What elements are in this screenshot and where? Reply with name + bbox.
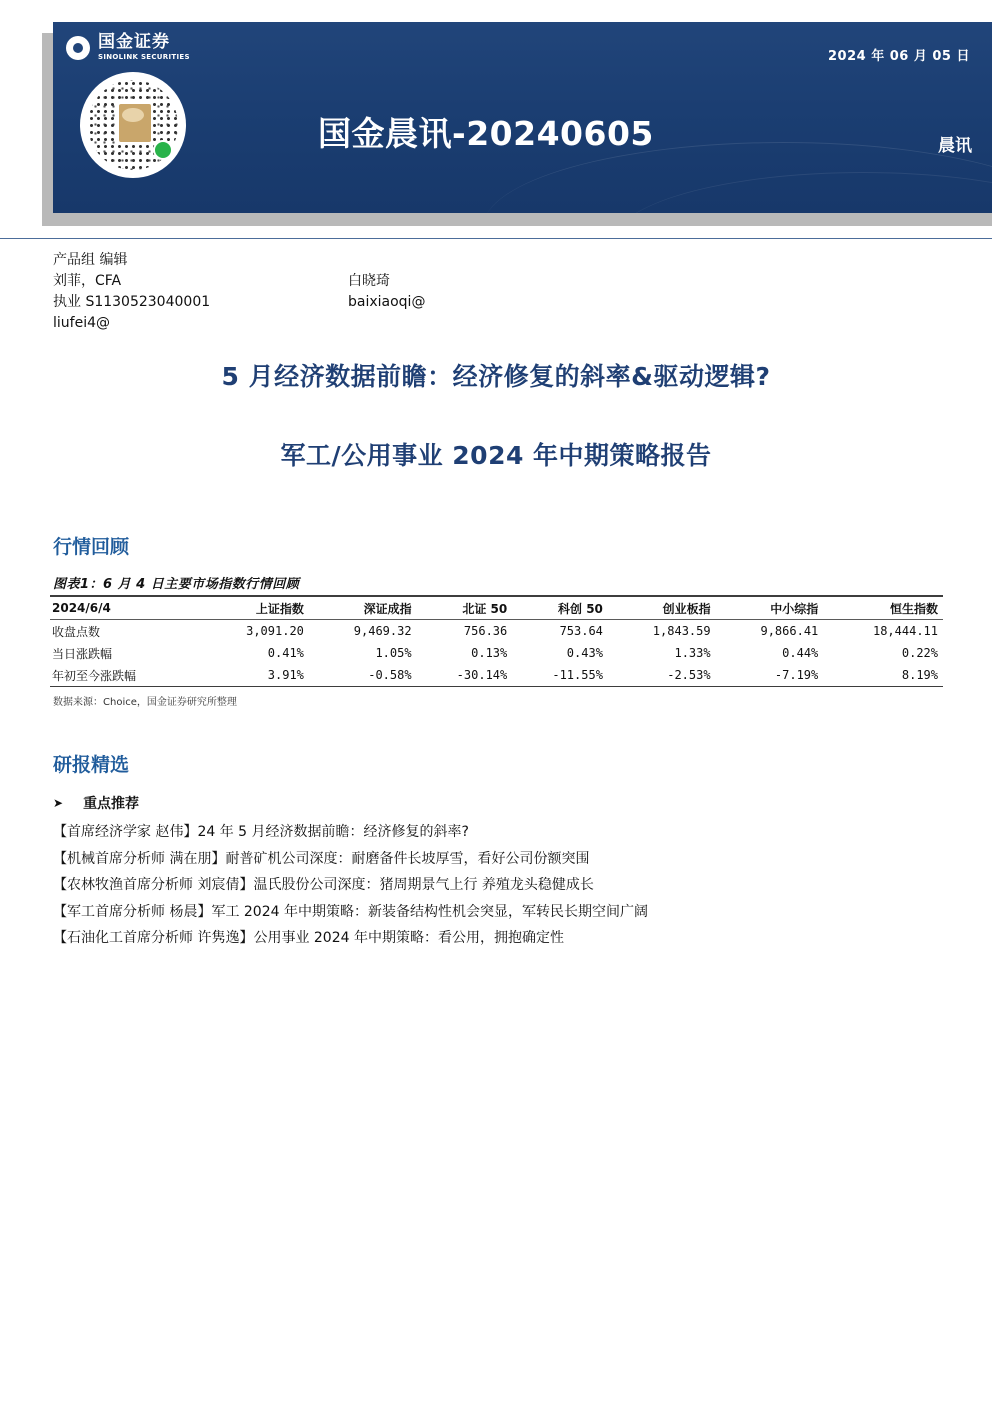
list-item[interactable]: 【农林牧渔首席分析师 刘宸倩】温氏股份公司深度：猪周期景气上行 养殖龙头稳健成长 bbox=[53, 877, 594, 893]
section-title-market: 行情回顾 bbox=[53, 536, 130, 558]
author-block-primary bbox=[53, 250, 210, 334]
table-header-cell: 2024/6/4 bbox=[50, 597, 201, 620]
table-header-cell: 恒生指数 bbox=[823, 597, 943, 620]
table-cell: 3.91% bbox=[267, 668, 304, 682]
logo-name-cn: 国金证券 bbox=[98, 32, 170, 52]
table-cell: -2.53% bbox=[667, 668, 711, 682]
logo-icon bbox=[66, 36, 90, 60]
author-block-secondary bbox=[348, 271, 425, 313]
row-label: 收盘点数 bbox=[52, 624, 101, 639]
company-logo bbox=[66, 34, 190, 61]
table-cell: -11.55% bbox=[552, 668, 603, 682]
table-cell: 9,469.32 bbox=[353, 624, 412, 638]
list-item[interactable]: 【首席经济学家 赵伟】24 年 5 月经济数据前瞻：经济修复的斜率? bbox=[53, 824, 469, 840]
data-source-note: 数据来源：Choice，国金证券研究所整理 bbox=[53, 697, 237, 708]
list-item[interactable]: 【机械首席分析师 满在朋】耐普矿机公司深度：耐磨备件长坡厚雪，看好公司份额突围 bbox=[53, 850, 590, 867]
table-header-cell: 科创 50 bbox=[512, 597, 608, 620]
table-cell: -7.19% bbox=[774, 668, 819, 682]
table-header-cell: 上证指数 bbox=[201, 597, 309, 620]
author-line: 白晓琦 bbox=[348, 273, 390, 289]
section-title-reports: 研报精选 bbox=[53, 754, 130, 776]
figure-title: 图表1：6 月 4 日主要市场指数行情回顾 bbox=[53, 577, 300, 592]
table-cell: 1,843.59 bbox=[652, 624, 711, 638]
table-cell: -30.14% bbox=[456, 668, 508, 682]
headline-2: 军工/公用事业 2024 年中期策略报告 bbox=[280, 441, 712, 470]
row-label: 当日涨跌幅 bbox=[52, 646, 113, 661]
author-email[interactable]: liufei4@ bbox=[53, 315, 110, 331]
table-cell: 18,444.11 bbox=[872, 624, 938, 638]
report-type: 晨讯 bbox=[938, 136, 972, 156]
table-cell: 8.19% bbox=[901, 668, 938, 682]
table-cell: 1.33% bbox=[674, 646, 711, 660]
picks-heading-label: 重点推荐 bbox=[83, 796, 140, 812]
headline-1: 5 月经济数据前瞻：经济修复的斜率&驱动逻辑? bbox=[221, 362, 771, 391]
table-header-cell: 中小综指 bbox=[716, 597, 824, 620]
row-label: 年初至今涨跌幅 bbox=[52, 668, 137, 683]
table-cell: 753.64 bbox=[559, 624, 603, 638]
figure-bottom-rule bbox=[50, 686, 943, 687]
table-cell: 3,091.20 bbox=[246, 624, 304, 638]
table-header-cell: 创业板指 bbox=[608, 597, 716, 620]
table-header-row bbox=[50, 597, 943, 620]
report-title: 国金晨讯-20240605 bbox=[318, 114, 654, 153]
table-cell: 1.05% bbox=[375, 646, 412, 660]
table-cell: 756.36 bbox=[463, 624, 508, 638]
author-line: 刘菲，CFA bbox=[53, 273, 122, 289]
report-date: 2024 年 06 月 05 日 bbox=[828, 49, 970, 64]
table-header-cell: 北证 50 bbox=[417, 597, 513, 620]
table-cell: 0.41% bbox=[267, 646, 304, 660]
arrow-bullet-icon: ➤ bbox=[53, 796, 64, 810]
header-divider bbox=[0, 238, 992, 239]
author-line: 产品组 编辑 bbox=[53, 252, 128, 268]
table-header-cell: 深证成指 bbox=[309, 597, 417, 620]
table-cell: 0.22% bbox=[901, 646, 938, 660]
report-picks-list bbox=[53, 819, 648, 952]
table-row bbox=[50, 642, 943, 664]
table-cell: 0.43% bbox=[566, 646, 603, 660]
market-index-table bbox=[50, 597, 943, 686]
table-row bbox=[50, 620, 943, 643]
author-email[interactable]: baixiaoqi@ bbox=[348, 294, 426, 310]
table-row bbox=[50, 664, 943, 686]
table-cell: 9,866.41 bbox=[760, 624, 819, 638]
list-item[interactable]: 【石油化工首席分析师 许隽逸】公用事业 2024 年中期策略：看公用，拥抱确定性 bbox=[53, 930, 564, 946]
table-cell: -0.58% bbox=[368, 668, 412, 682]
table-cell: 0.44% bbox=[782, 646, 819, 660]
table-cell: 0.13% bbox=[471, 646, 508, 660]
mini-program-qr-icon bbox=[80, 72, 186, 178]
author-line: 执业 S1130523040001 bbox=[53, 294, 211, 310]
logo-name-en: SINOLINK SECURITIES bbox=[98, 53, 190, 61]
list-item[interactable]: 【军工首席分析师 杨晨】军工 2024 年中期策略：新装备结构性机会突显，军转民长期空间广阔 bbox=[53, 903, 648, 920]
picks-heading bbox=[53, 793, 139, 813]
